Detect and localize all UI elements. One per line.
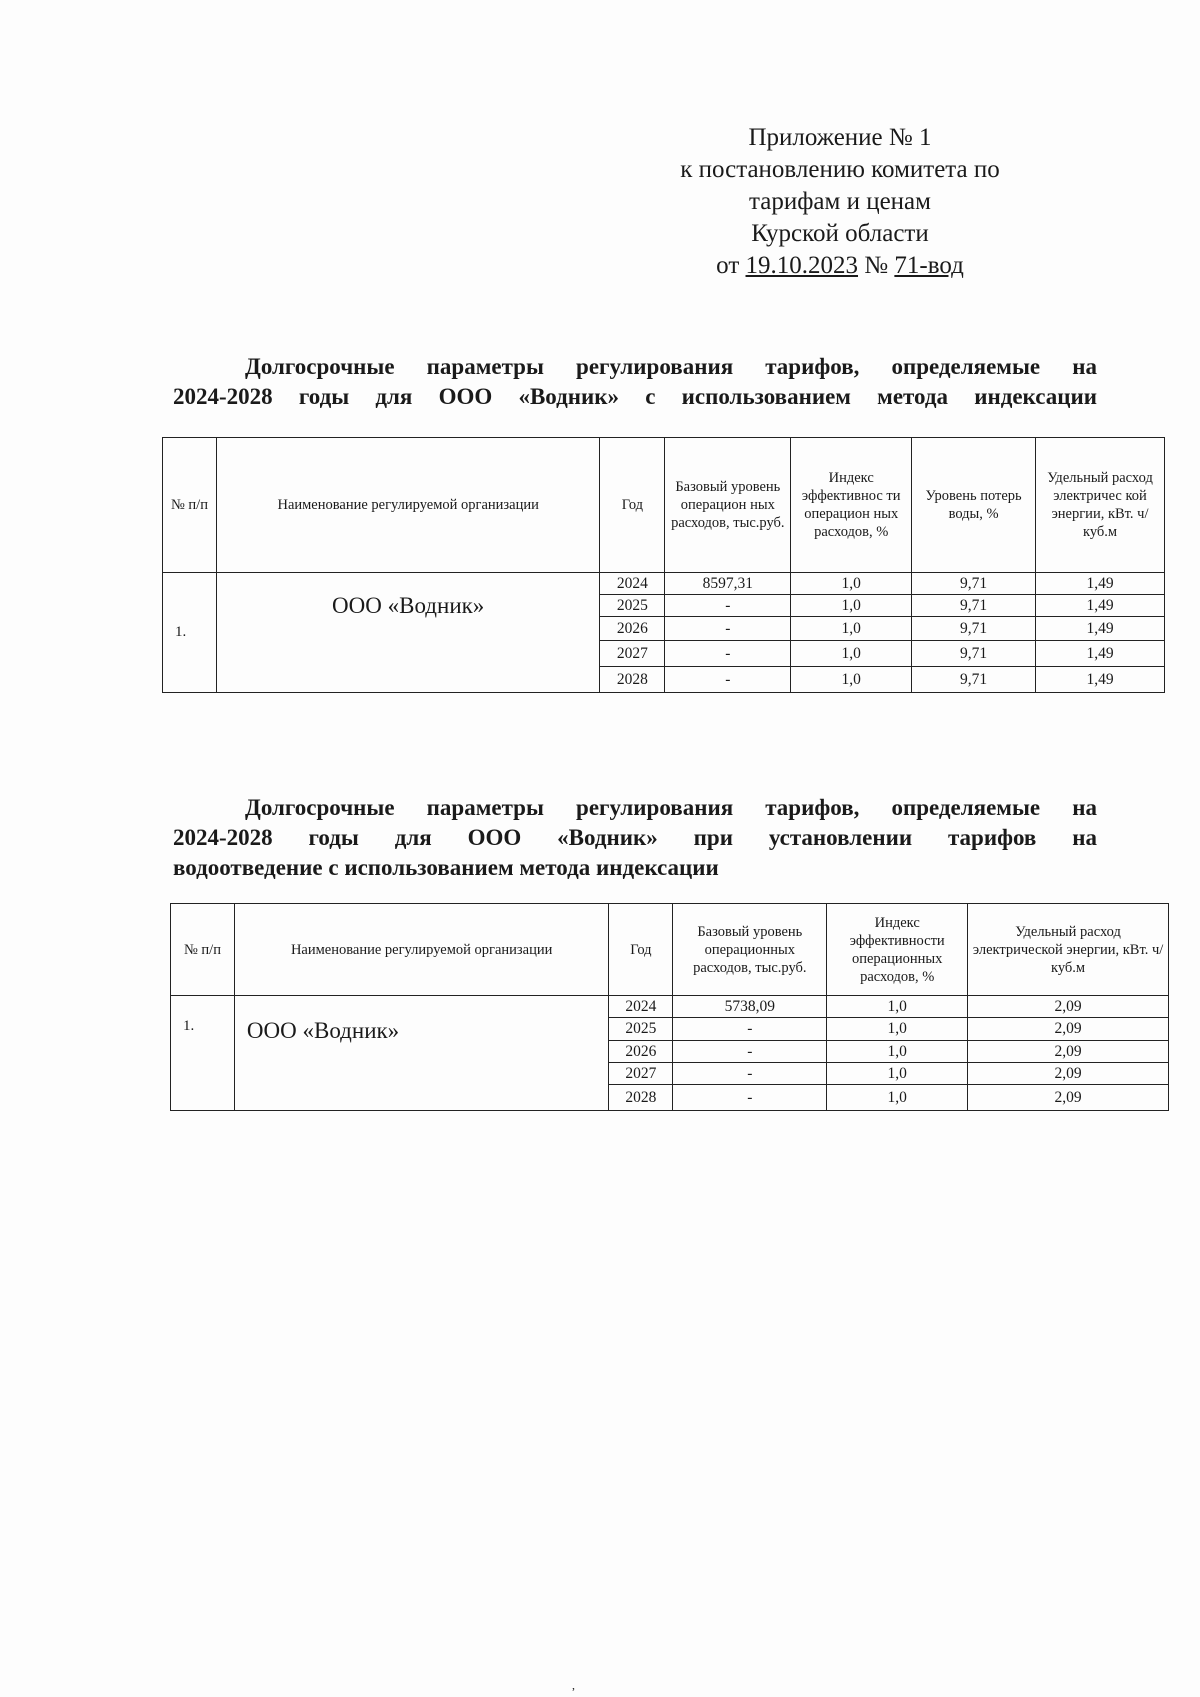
- base-cell: -: [673, 1063, 827, 1085]
- energy-cell: 2,09: [968, 1018, 1169, 1041]
- appendix-date-line: [640, 250, 1040, 282]
- header-base: Базовый уровень операционных расходов, тыс.руб.: [673, 904, 827, 996]
- year-cell: 2024: [609, 996, 673, 1018]
- index-cell: 1,0: [791, 573, 912, 595]
- index-cell: 1,0: [791, 617, 912, 641]
- year-cell: 2024: [600, 573, 665, 595]
- appendix-line-4: Курской области: [751, 220, 929, 247]
- header-index: Индекс эффективности операционных расходов, %: [827, 904, 968, 996]
- loss-cell: 9,71: [912, 617, 1036, 641]
- base-cell: -: [665, 667, 791, 693]
- table-row: [171, 996, 1169, 1018]
- loss-cell: 9,71: [912, 667, 1036, 693]
- year-cell: 2028: [600, 667, 665, 693]
- year-cell: 2026: [609, 1041, 673, 1063]
- header-energy: Удельный расход электричес кой энергии, кВт. ч/куб.м: [1036, 438, 1165, 573]
- energy-cell: 1,49: [1036, 573, 1165, 595]
- index-cell: 1,0: [791, 667, 912, 693]
- table-header-row: [171, 904, 1169, 996]
- base-cell: -: [673, 1085, 827, 1111]
- row-number: 1.: [163, 573, 217, 693]
- table-header-row: [163, 438, 1165, 573]
- table-row: [163, 573, 1165, 595]
- index-cell: 1,0: [791, 641, 912, 667]
- loss-cell: 9,71: [912, 641, 1036, 667]
- page-mark: ,: [572, 1678, 575, 1692]
- year-cell: 2028: [609, 1085, 673, 1111]
- header-energy: Удельный расход электрической энергии, кВт. ч/куб.м: [968, 904, 1169, 996]
- header-loss: Уровень потерь воды, %: [912, 438, 1036, 573]
- number-prefix: №: [858, 252, 895, 279]
- header-base: Базовый уровень операцион ных расходов, тыс.руб.: [665, 438, 791, 573]
- row-number: 1.: [171, 996, 235, 1111]
- energy-cell: 1,49: [1036, 641, 1165, 667]
- date-prefix: от: [716, 252, 746, 279]
- loss-cell: 9,71: [912, 573, 1036, 595]
- index-cell: 1,0: [827, 996, 968, 1018]
- year-cell: 2025: [600, 595, 665, 617]
- base-cell: 8597,31: [665, 573, 791, 595]
- appendix-line-1: Приложение № 1: [748, 124, 932, 151]
- base-cell: -: [673, 1018, 827, 1041]
- base-cell: -: [665, 617, 791, 641]
- section-1-title-line-1: Долгосрочные параметры регулирования тарифов, определяемые на: [245, 354, 1097, 379]
- decree-number: 71-вод: [894, 252, 964, 279]
- header-year: Год: [600, 438, 665, 573]
- year-cell: 2025: [609, 1018, 673, 1041]
- section-2-title-line-3: водоотведение с использованием метода индексации: [173, 855, 719, 880]
- index-cell: 1,0: [827, 1018, 968, 1041]
- base-cell: -: [665, 595, 791, 617]
- header-org: Наименование регулируемой организации: [216, 438, 599, 573]
- loss-cell: 9,71: [912, 595, 1036, 617]
- base-cell: -: [673, 1041, 827, 1063]
- section-1-title: [173, 352, 1097, 412]
- energy-cell: 2,09: [968, 996, 1169, 1018]
- section-2-title: [173, 793, 1097, 883]
- header-index: Индекс эффективнос ти операцион ных расходов, %: [791, 438, 912, 573]
- section-1-table: [162, 437, 1165, 693]
- section-2-title-line-1: Долгосрочные параметры регулирования тарифов, определяемые на: [245, 795, 1097, 820]
- section-1-title-line-2: 2024-2028 годы для ООО «Водник» с использованием метода индексации: [173, 384, 1097, 409]
- header-num: № п/п: [163, 438, 217, 573]
- organization-name: ООО «Водник»: [216, 573, 599, 693]
- section-2-title-line-2: 2024-2028 годы для ООО «Водник» при установлении тарифов на: [173, 825, 1097, 850]
- index-cell: 1,0: [827, 1085, 968, 1111]
- energy-cell: 2,09: [968, 1041, 1169, 1063]
- year-cell: 2027: [600, 641, 665, 667]
- decree-date: 19.10.2023: [745, 252, 859, 279]
- appendix-line-3: тарифам и ценам: [749, 188, 931, 215]
- section-2-table: [170, 903, 1169, 1111]
- index-cell: 1,0: [791, 595, 912, 617]
- header-org: Наименование регулируемой организации: [234, 904, 609, 996]
- base-cell: 5738,09: [673, 996, 827, 1018]
- appendix-line-2: к постановлению комитета по: [680, 156, 1000, 183]
- index-cell: 1,0: [827, 1041, 968, 1063]
- energy-cell: 1,49: [1036, 617, 1165, 641]
- year-cell: 2026: [600, 617, 665, 641]
- header-year: Год: [609, 904, 673, 996]
- energy-cell: 1,49: [1036, 595, 1165, 617]
- organization-name: ООО «Водник»: [234, 996, 609, 1111]
- header-num: № п/п: [171, 904, 235, 996]
- energy-cell: 2,09: [968, 1063, 1169, 1085]
- index-cell: 1,0: [827, 1063, 968, 1085]
- base-cell: -: [665, 641, 791, 667]
- appendix-header: [640, 122, 1040, 282]
- energy-cell: 1,49: [1036, 667, 1165, 693]
- year-cell: 2027: [609, 1063, 673, 1085]
- energy-cell: 2,09: [968, 1085, 1169, 1111]
